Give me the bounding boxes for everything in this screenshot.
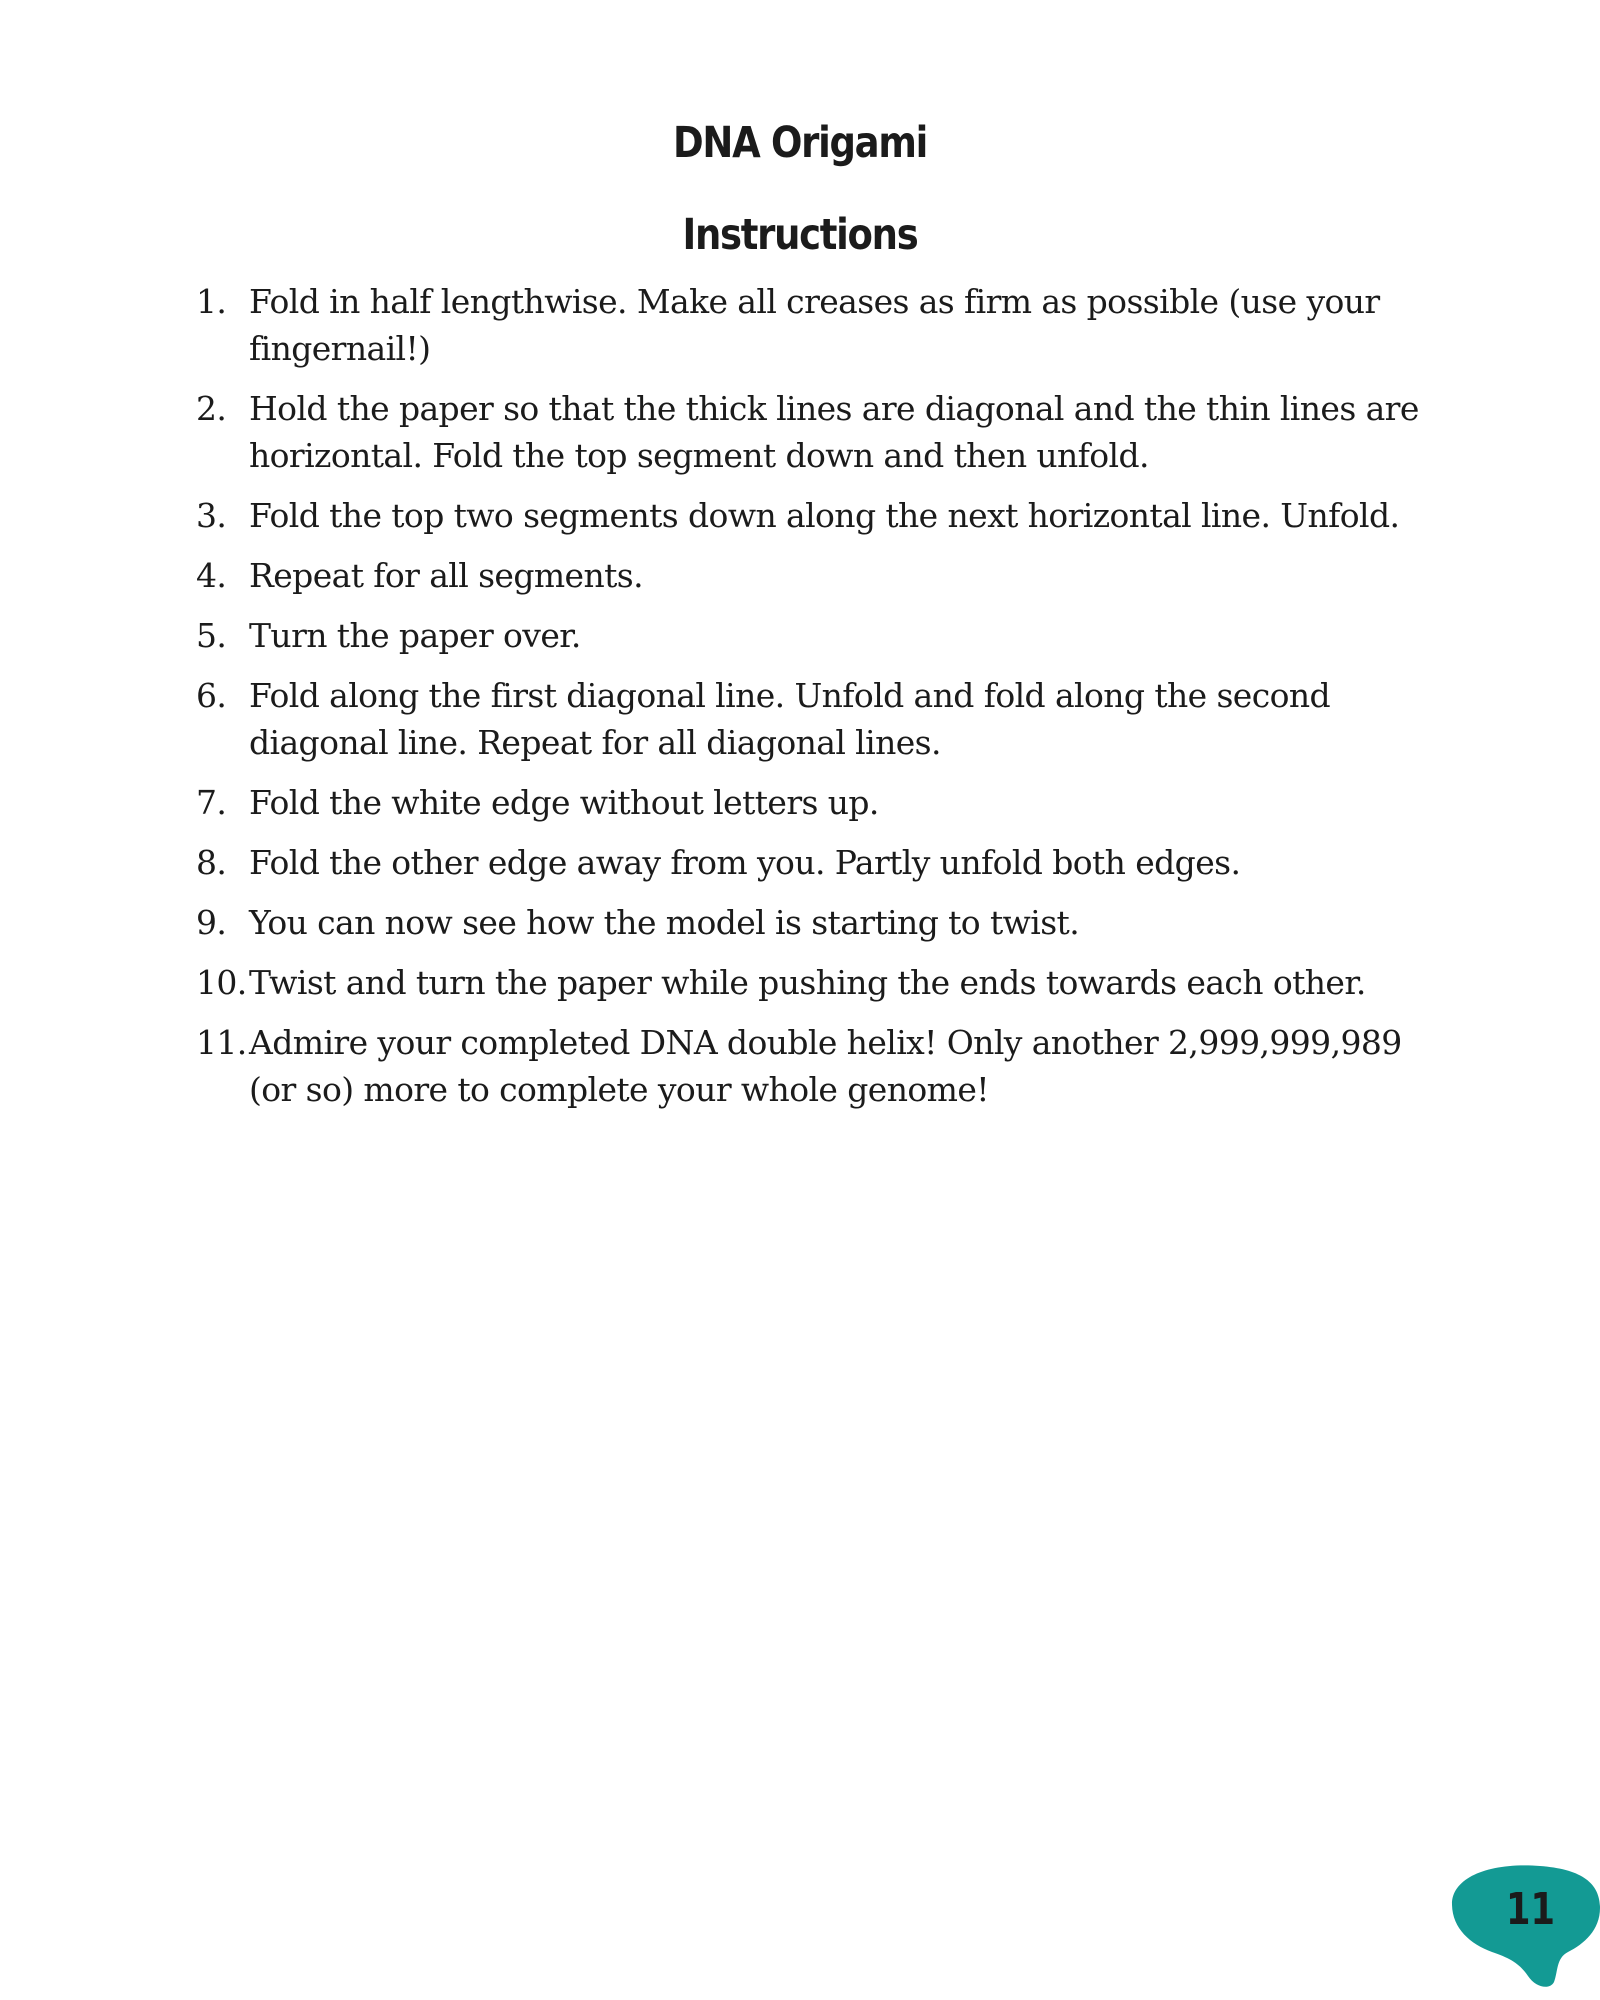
step-item [196, 899, 1436, 946]
step-text: Hold the paper so that the thick lines are diagonal and the thin lines are horizontal. Fold the top segment down and then unfold. [249, 389, 1419, 475]
step-item [196, 839, 1436, 886]
step-item [196, 1019, 1436, 1113]
step-text: Fold the white edge without letters up. [249, 783, 879, 822]
step-number: 6. [196, 676, 227, 715]
step-number: 11. [196, 1023, 247, 1062]
step-number: 8. [196, 843, 227, 882]
step-item [196, 552, 1436, 599]
step-number: 10. [196, 963, 247, 1002]
step-item [196, 612, 1436, 659]
step-item [196, 278, 1436, 372]
step-text: Fold the top two segments down along the next horizontal line. Unfold. [249, 496, 1400, 535]
step-number: 5. [196, 616, 227, 655]
step-item [196, 492, 1436, 539]
page-title: DNA Origami [673, 118, 927, 168]
step-item [196, 959, 1436, 1006]
step-item [196, 672, 1436, 766]
step-number: 2. [196, 389, 227, 428]
step-number: 4. [196, 556, 227, 595]
step-number: 3. [196, 496, 227, 535]
step-item [196, 385, 1436, 479]
step-text: Twist and turn the paper while pushing the ends towards each other. [249, 963, 1366, 1002]
step-number: 1. [196, 282, 227, 321]
step-text: Fold the other edge away from you. Partly unfold both edges. [249, 843, 1241, 882]
step-text: Repeat for all segments. [249, 556, 644, 595]
step-text: Fold along the first diagonal line. Unfold and fold along the second diagonal line. Repeat for all diagonal lines. [249, 676, 1331, 762]
step-text: Turn the paper over. [249, 616, 581, 655]
step-number: 7. [196, 783, 227, 822]
instructions-heading: Instructions [682, 210, 918, 260]
step-number: 9. [196, 903, 227, 942]
step-text: You can now see how the model is starting to twist. [249, 903, 1080, 942]
instruction-steps [196, 278, 1436, 1126]
page-number: 11 [1506, 1884, 1555, 1935]
step-text: Fold in half lengthwise. Make all creases as firm as possible (use your fingernail!) [249, 282, 1380, 368]
step-item [196, 779, 1436, 826]
step-text: Admire your completed DNA double helix! Only another 2,999,999,989 (or so) more to complete your whole genome! [249, 1023, 1402, 1109]
